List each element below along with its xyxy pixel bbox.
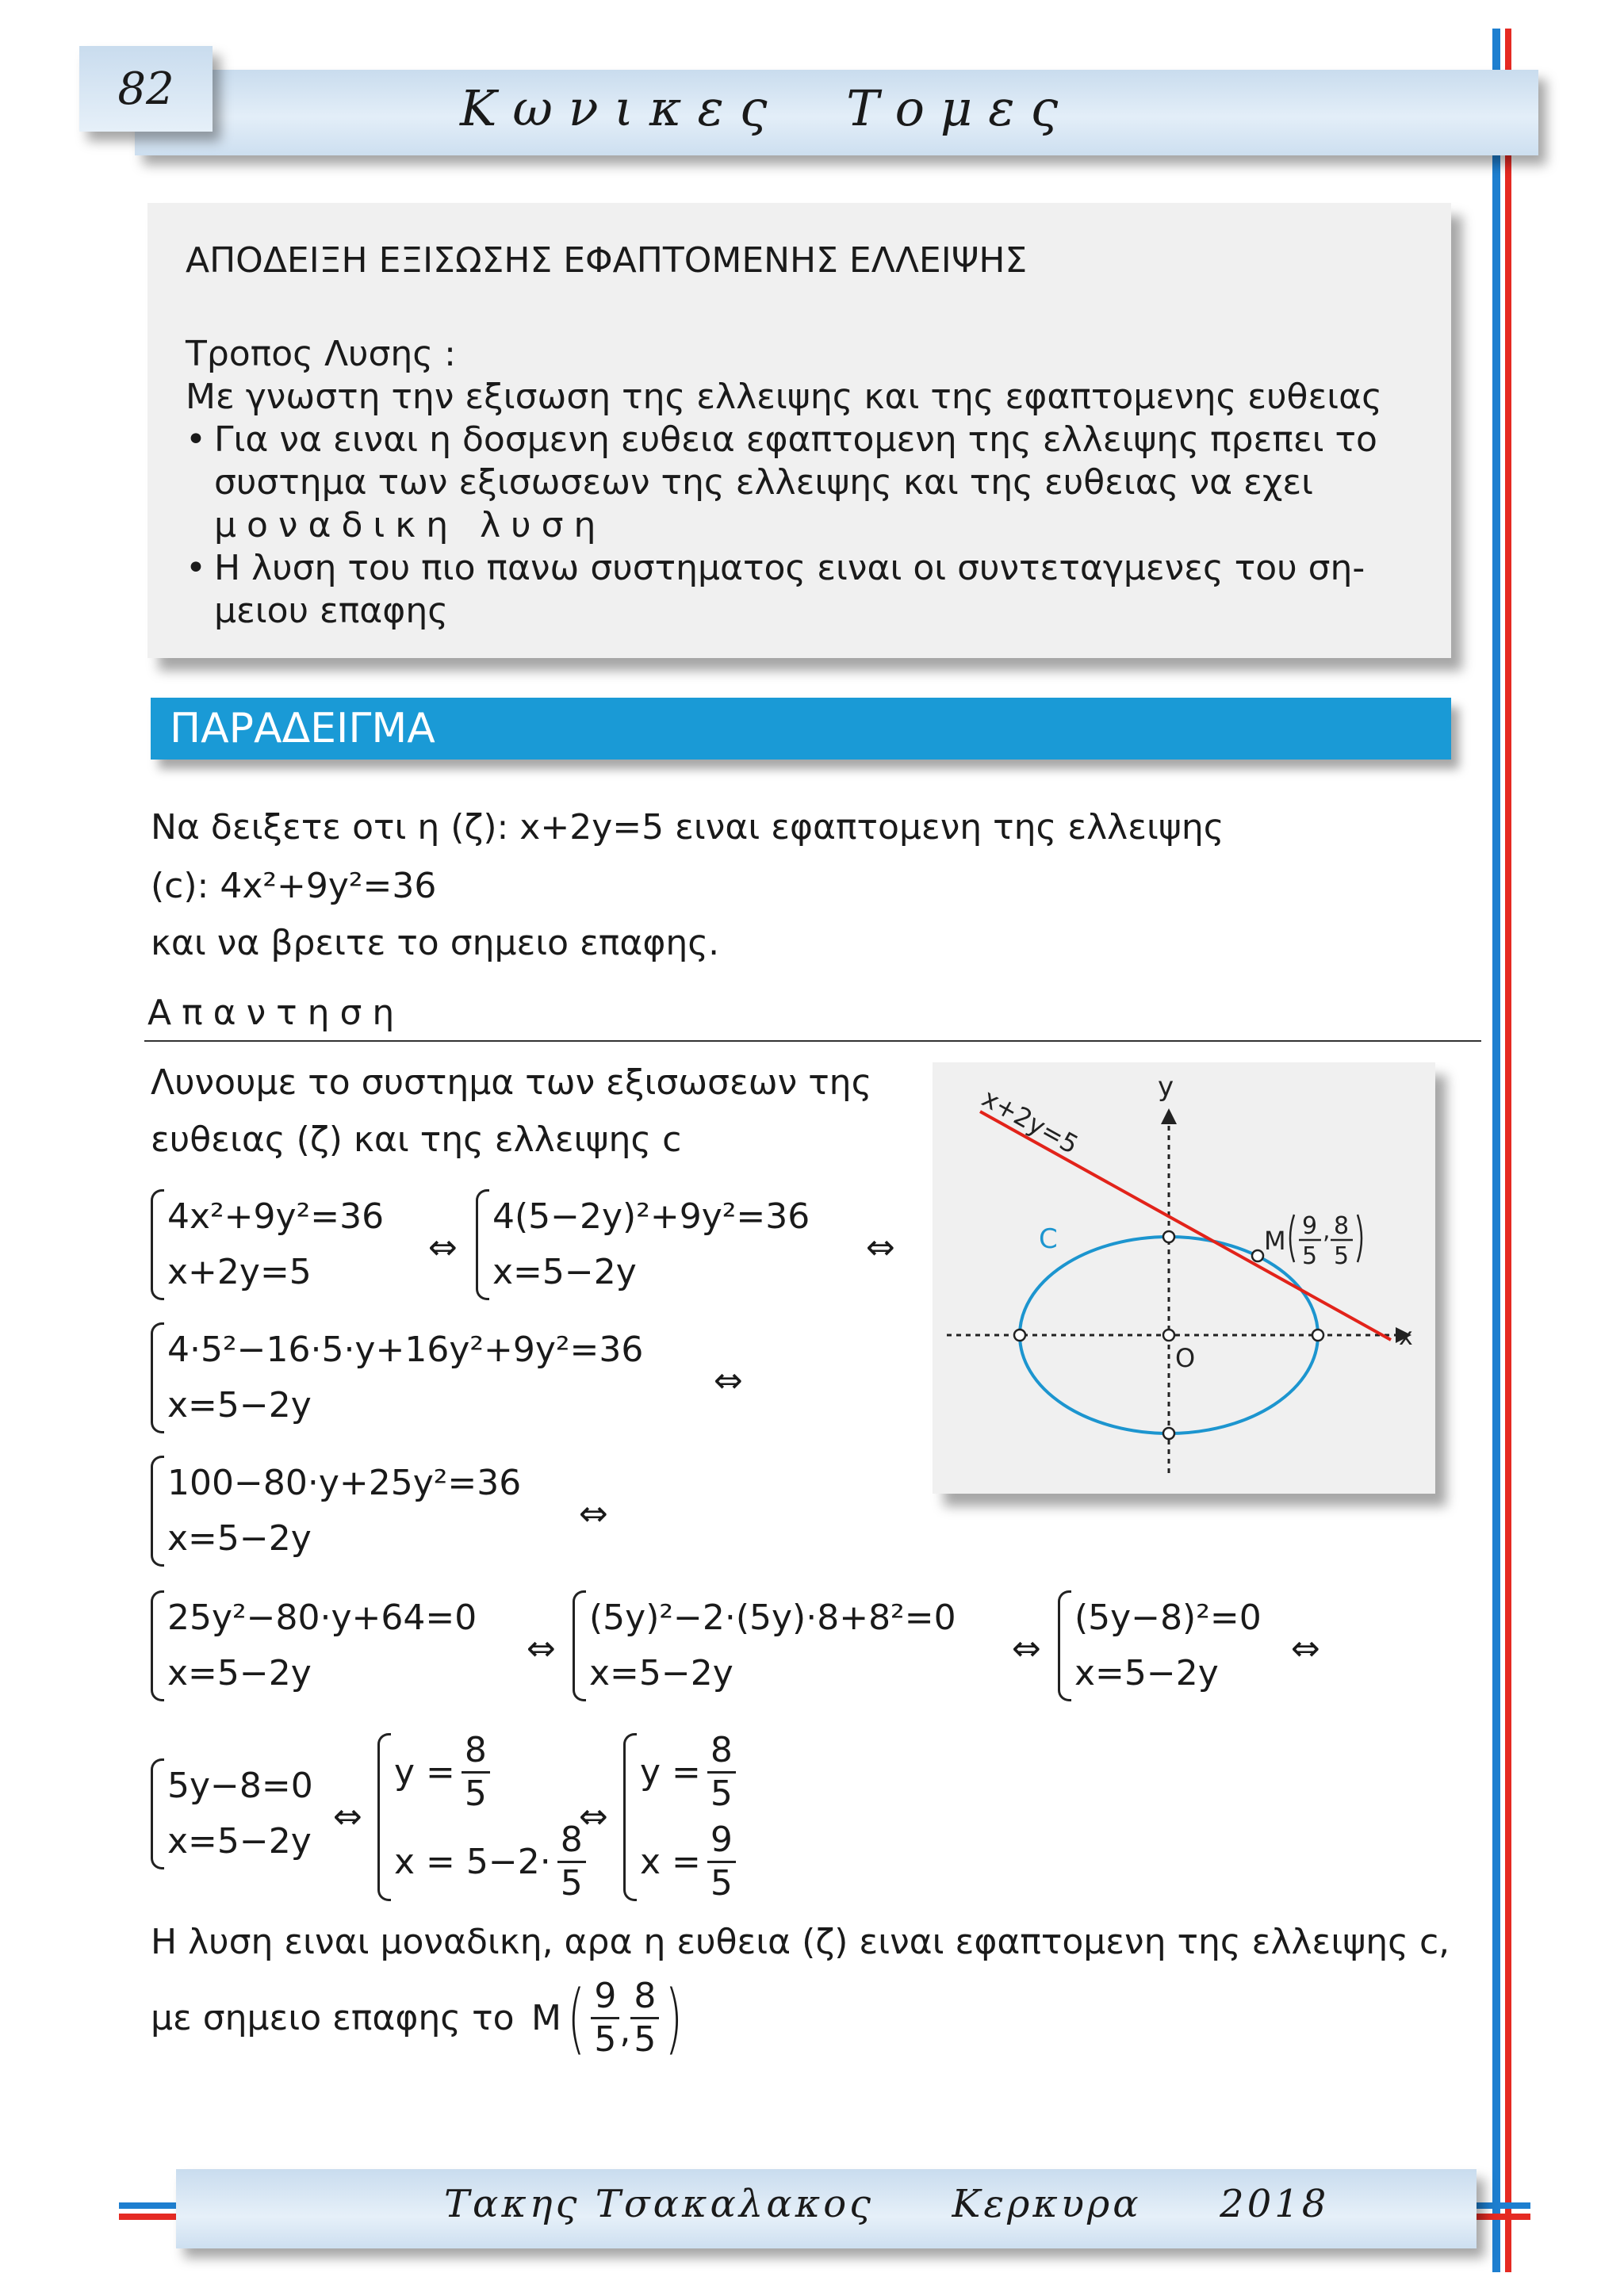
y-axis-label: y bbox=[1158, 1071, 1174, 1103]
brace bbox=[151, 1590, 164, 1701]
vertex-right bbox=[1312, 1330, 1323, 1341]
stripe-red-vertical bbox=[1505, 29, 1511, 2272]
method-title: ΑΠΟΔΕΙΞΗ ΕΞΙΣΩΣΗΣ ΕΦΑΠΤΟΜΕΝΗΣ ΕΛΛΕΙΨΗΣ bbox=[186, 240, 1028, 281]
system-4: 100−80·y+25y²=36 x=5−2y bbox=[151, 1456, 521, 1567]
system-7: (5y−8)²=0 x=5−2y bbox=[1058, 1590, 1262, 1701]
origin-label: O bbox=[1175, 1343, 1196, 1373]
brace bbox=[377, 1733, 391, 1901]
ellipse-tangent-graph bbox=[933, 1062, 1435, 1494]
example-line2: (c): 4x²+9y²=36 bbox=[151, 866, 437, 906]
divider bbox=[144, 1040, 1481, 1042]
vertex-left bbox=[1014, 1330, 1025, 1341]
bullet-icon: • bbox=[186, 419, 206, 460]
chapter-title: Κωνικες Τομες bbox=[460, 79, 1074, 137]
bullet2-line1: Η λυση του πιο πανω συστηματος ειναι οι συντεταγμενες του ση- bbox=[214, 548, 1365, 588]
answer-intro2: ευθειας (ζ) και της ελλειψης c bbox=[151, 1119, 682, 1160]
bullet-icon: • bbox=[186, 548, 206, 588]
point-x-num: 9 bbox=[1302, 1212, 1318, 1240]
brace bbox=[151, 1758, 164, 1869]
paren-left bbox=[1290, 1215, 1294, 1262]
point-y-den: 5 bbox=[1334, 1242, 1350, 1270]
system-1: 4x²+9y²=36 x+2y=5 bbox=[151, 1189, 384, 1300]
system-8: 5y−8=0 x=5−2y bbox=[151, 1758, 313, 1869]
point-x-den: 5 bbox=[1302, 1242, 1318, 1270]
system-10: y = $\frac{8}{5}$ x = $\frac{9}{5}$ bbox=[623, 1733, 736, 1901]
point-comma: , bbox=[1323, 1217, 1331, 1245]
equiv-symbol: ⇔ bbox=[1291, 1628, 1320, 1669]
conclusion-line2: με σημειο επαφης το bbox=[151, 1998, 515, 2038]
graph-panel bbox=[933, 1062, 1435, 1494]
ellipse-label: C bbox=[1039, 1223, 1058, 1255]
x-axis-label: x bbox=[1399, 1323, 1413, 1351]
brace bbox=[151, 1322, 164, 1433]
line-label: x+2y=5 bbox=[977, 1082, 1084, 1161]
point-label: M bbox=[1264, 1226, 1286, 1256]
method-box bbox=[147, 203, 1451, 658]
origin-point bbox=[1163, 1330, 1174, 1341]
example-banner: ΠΑΡΑΔΕΙΓΜΑ bbox=[151, 698, 1451, 760]
brace bbox=[1058, 1590, 1071, 1701]
bullet2-line2: μειου επαφης bbox=[214, 591, 449, 631]
bullet1-line2: συστημα των εξισωσεων της ελλειψης και της ευθειας να εχει bbox=[214, 462, 1314, 503]
point-y-num: 8 bbox=[1334, 1212, 1350, 1240]
method-intro: Με γνωστη την εξισωση της ελλειψης και της εφαπτομενης ευθειας bbox=[186, 377, 1382, 417]
page-number: 82 bbox=[79, 46, 213, 132]
bullet1-line3: μοναδικη λυση bbox=[214, 505, 607, 545]
equiv-symbol: ⇔ bbox=[428, 1227, 458, 1268]
equiv-symbol: ⇔ bbox=[866, 1227, 895, 1268]
tangent-point: M ( $\frac{9}{5}$ , $\frac{8}{5}$ ) bbox=[531, 1973, 684, 2063]
tangent-point-marker bbox=[1252, 1250, 1263, 1261]
brace bbox=[476, 1189, 489, 1300]
system-9: y = $\frac{8}{5}$ x = 5−2· $\frac{8}{5}$ bbox=[377, 1733, 586, 1901]
answer-intro1: Λυνουμε το συστημα των εξισωσεων της bbox=[151, 1062, 872, 1103]
equiv-symbol: ⇔ bbox=[333, 1797, 362, 1837]
brace bbox=[151, 1189, 164, 1300]
brace bbox=[623, 1733, 637, 1901]
equiv-symbol: ⇔ bbox=[1012, 1628, 1041, 1669]
example-line1: Να δειξετε οτι η (ζ): x+2y=5 ειναι εφαπτομενη της ελλειψης bbox=[151, 807, 1224, 848]
conclusion-line1: Η λυση ειναι μοναδικη, αρα η ευθεια (ζ) ειναι εφαπτομενη της ελλειψης c, bbox=[151, 1922, 1450, 1962]
equiv-symbol: ⇔ bbox=[527, 1628, 556, 1669]
paren-right bbox=[1358, 1215, 1362, 1262]
example-line3: και να βρειτε το σημειο επαφης. bbox=[151, 923, 720, 963]
brace bbox=[151, 1456, 164, 1567]
bullet1-line1: Για να ειναι η δοσμενη ευθεια εφαπτομενη της ελλειψης πρεπει το bbox=[214, 419, 1377, 460]
system-6: (5y)²−2·(5y)·8+8²=0 x=5−2y bbox=[573, 1590, 956, 1701]
brace bbox=[573, 1590, 586, 1701]
method-subtitle: Τροπος Λυσης : bbox=[186, 334, 456, 374]
stripe-blue-vertical bbox=[1492, 29, 1500, 2272]
answer-heading: Απαντηση bbox=[147, 993, 405, 1033]
system-3: 4·5²−16·5·y+16y²+9y²=36 x=5−2y bbox=[151, 1322, 643, 1433]
equiv-symbol: ⇔ bbox=[714, 1360, 743, 1401]
vertex-bottom bbox=[1163, 1428, 1174, 1439]
y-axis-arrow bbox=[1161, 1108, 1177, 1124]
vertex-top bbox=[1163, 1231, 1174, 1242]
footer-credit: Τακης Τσακαλακος Κερκυρα 2018 bbox=[444, 2182, 1330, 2226]
system-5: 25y²−80·y+64=0 x=5−2y bbox=[151, 1590, 477, 1701]
equiv-symbol: ⇔ bbox=[579, 1494, 608, 1534]
equiv-symbol: ⇔ bbox=[579, 1797, 608, 1837]
system-2: 4(5−2y)²+9y²=36 x=5−2y bbox=[476, 1189, 810, 1300]
